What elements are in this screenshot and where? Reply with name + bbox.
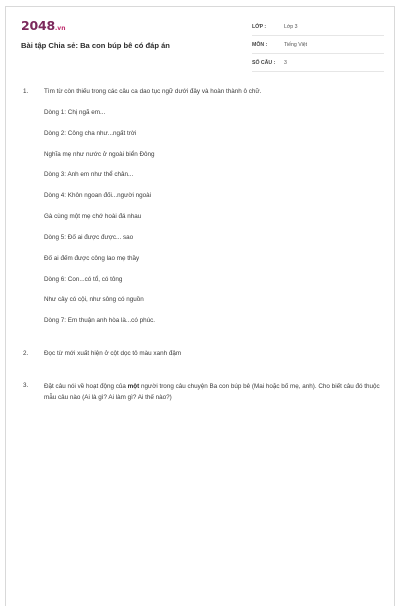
question-line: Dòng 5: Đố ai được được... sao <box>44 233 134 241</box>
meta-key-question-count: SỐ CÂU : <box>252 60 276 66</box>
question-line: Gà cùng một mẹ chớ hoài đá nhau <box>44 213 142 221</box>
question-text <box>44 382 383 403</box>
question-number: 1. <box>23 88 29 95</box>
question-number: 2. <box>23 349 29 357</box>
logo-suffix-text: .vn <box>55 25 66 32</box>
question-2 <box>23 350 383 359</box>
question-line: Nghĩa mẹ như nước ở ngoài biển Đông <box>44 150 155 158</box>
meta-value-question-count: 3 <box>284 60 287 66</box>
logo-main-text: 2048 <box>21 18 55 33</box>
meta-row-question-count <box>252 55 384 72</box>
meta-row-class <box>252 19 384 36</box>
question-text-part: Đặt câu nói về hoạt động của <box>44 383 128 391</box>
question-text-part: người trong câu chuyện Ba con búp bê (Mai hoặc bố mẹ, anh). Cho biết câu đó thuộc mẫu câu nào (Ai là gì? Ai làm gì? Ai thế nào?) <box>44 383 380 401</box>
question-line: Dòng 6: Con...có tổ, có tông <box>44 275 123 283</box>
meta-info-box <box>252 19 384 73</box>
question-line: Dòng 3: Anh em như thể chân... <box>44 171 134 179</box>
question-line: Dòng 2: Công cha như...ngất trời <box>44 129 137 137</box>
document-page <box>5 6 395 606</box>
question-line: Đố ai đếm được công lao mẹ thầy <box>44 254 140 262</box>
question-line: Dòng 1: Chị ngã em... <box>44 108 106 116</box>
meta-value-subject: Tiếng Việt <box>284 42 308 48</box>
question-number: 3. <box>23 382 29 390</box>
question-text: Tìm từ còn thiếu trong các câu ca dao tục ngữ dưới đây và hoàn thành ô chữ. <box>44 88 262 95</box>
meta-key-subject: MÔN : <box>252 42 268 48</box>
meta-value-class: Lớp 3 <box>284 24 298 30</box>
site-logo[interactable] <box>21 19 65 36</box>
document-title: Bài tập Chia sẻ: Ba con búp bê có đáp án <box>21 41 170 50</box>
question-line: Như cây có cội, như sông có nguồn <box>44 296 144 304</box>
question-line: Dòng 7: Em thuận anh hòa là...có phúc. <box>44 317 155 325</box>
question-3 <box>23 382 383 403</box>
meta-key-class: LỚP : <box>252 24 267 30</box>
question-line: Dòng 4: Khôn ngoan đối...người ngoài <box>44 192 152 200</box>
meta-row-subject <box>252 37 384 54</box>
question-text-emphasis: một <box>127 383 140 391</box>
questions-list <box>23 88 383 403</box>
question-text: Đọc từ mới xuất hiện ở cột dọc tô màu xanh đậm <box>44 349 182 357</box>
question-1 <box>23 88 383 326</box>
